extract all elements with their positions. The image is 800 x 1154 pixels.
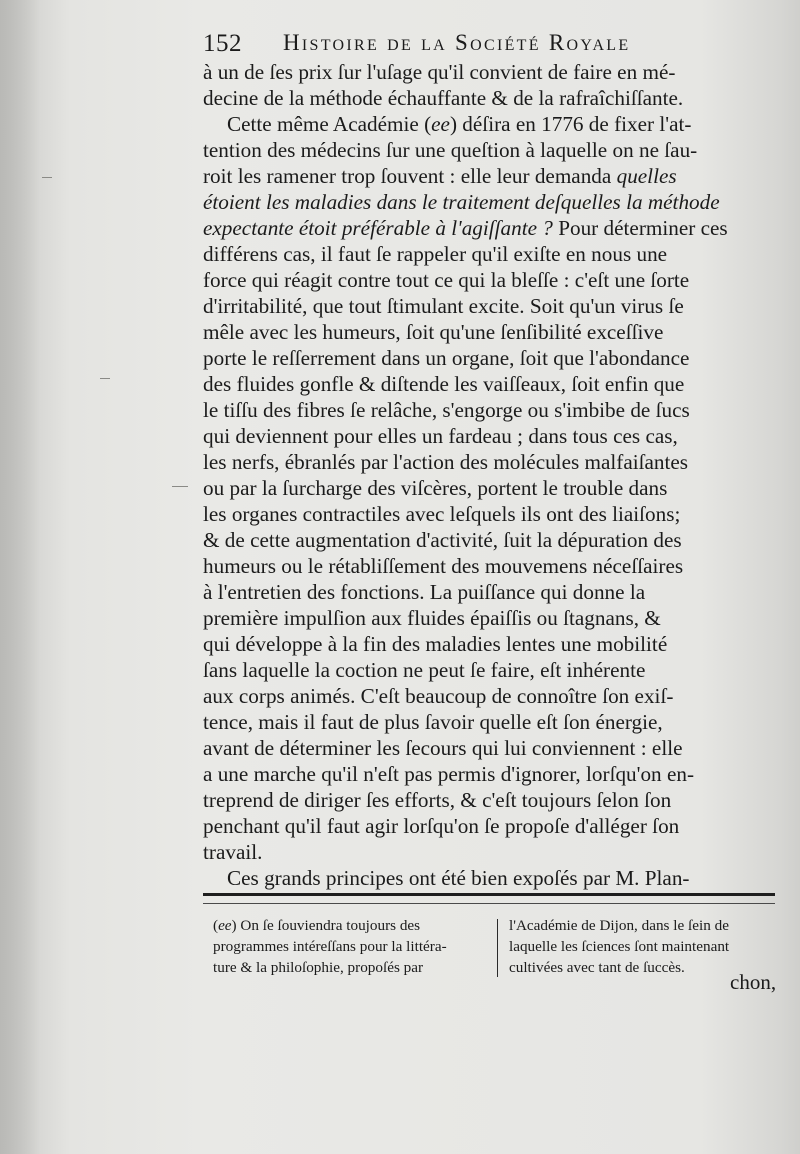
- text-line: expectante étoit préférable à l'agiſſante ? Pour déterminer ces: [203, 216, 728, 240]
- text-line: les nerfs, ébranlés par l'action des molécules malfaiſantes: [203, 450, 689, 474]
- running-title: Histoire de la Société Royale: [283, 30, 631, 55]
- page-number: 152: [203, 30, 242, 57]
- text-line: avant de déterminer les ſecours qui lui conviennent : elle: [203, 736, 683, 760]
- text-line: roit les ramener trop ſouvent : elle leur demanda quelles: [203, 164, 677, 188]
- text-line: tention des médecins ſur une queſtion à laquelle on ne ſau-: [203, 138, 698, 162]
- text-line: qui développe à la fin des maladies lentes une mobilité: [203, 632, 668, 656]
- text-line: a une marche qu'il n'eſt pas permis d'ignorer, lorſqu'on en-: [203, 762, 694, 786]
- text-line: les organes contractiles avec leſquels ils ont des liaiſons;: [203, 502, 681, 526]
- text-line: ou par la ſurcharge des viſcères, portent le trouble dans: [203, 476, 668, 500]
- text-line: mêle avec les humeurs, ſoit qu'une ſenſibilité exceſſive: [203, 320, 664, 344]
- footnote-line: laquelle les ſciences ſont maintenant: [509, 938, 730, 955]
- text-line: porte le reſſerrement dans un organe, ſoit que l'abondance: [203, 346, 690, 370]
- text-line: Ces grands principes ont été bien expoſés par M. Plan-: [227, 866, 690, 890]
- footnote-column-right: [509, 915, 784, 978]
- text-line: Cette même Académie (ee) déſira en 1776 de fixer l'at-: [227, 112, 692, 136]
- text-line: tence, mais il faut de plus ſavoir quelle eſt ſon énergie,: [203, 710, 663, 734]
- text-line: treprend de diriger ſes efforts, & c'eſt toujours ſelon ſon: [203, 788, 672, 812]
- italic-fragment: expectante étoit préférable à l'agiſſante ?: [203, 216, 553, 240]
- footnote-line: (ee) On ſe ſouviendra toujours des: [213, 917, 421, 934]
- margin-mark: [100, 378, 110, 379]
- italic-fragment: quelles: [616, 164, 677, 188]
- binding-shadow: [0, 0, 40, 1154]
- italic-fragment: étoient les maladies dans le traitement deſquelles la méthode: [203, 190, 720, 214]
- text-line: première impulſion aux fluides épaiſſis ou ſtagnans, &: [203, 606, 661, 630]
- text-line: à un de ſes prix ſur l'uſage qu'il convient de faire en mé-: [203, 60, 676, 84]
- text-line: ſans laquelle la coction ne peut ſe faire, eſt inhérente: [203, 658, 646, 682]
- text-line: d'irritabilité, que tout ſtimulant excite. Soit qu'un virus ſe: [203, 294, 684, 318]
- text-line: à l'entretien des fonctions. La puiſſance qui donne la: [203, 580, 646, 604]
- footnote-column-left: [213, 915, 491, 978]
- text-line: le tiſſu des fibres ſe relâche, s'engorge ou s'imbibe de ſucs: [203, 398, 690, 422]
- text-line: & de cette augmentation d'activité, ſuit la dépuration des: [203, 528, 682, 552]
- text-line: humeurs ou le rétabliſſement des mouvemens néceſſaires: [203, 554, 684, 578]
- text-line: travail.: [203, 840, 263, 864]
- text-line: force qui réagit contre tout ce qui la bleſſe : c'eſt une ſorte: [203, 268, 690, 292]
- footnotes: [203, 915, 778, 985]
- text-line: decine de la méthode échauffante & de la rafraîchiſſante.: [203, 86, 684, 110]
- footnote-line: l'Académie de Dijon, dans le ſein de: [509, 917, 729, 934]
- text-line: des fluides gonfle & diſtende les vaiſſeaux, ſoit enfin que: [203, 372, 685, 396]
- footnote-rule: [203, 893, 775, 896]
- text-line: [203, 188, 720, 216]
- margin-mark: [42, 177, 52, 178]
- footnote-line: programmes intéreſſans pour la littéra-: [213, 938, 447, 955]
- text-line: qui deviennent pour elles un fardeau ; dans tous ces cas,: [203, 424, 678, 448]
- footnote-rule-thin: [203, 903, 775, 904]
- footnote-line: cultivées avec tant de ſuccès.: [509, 959, 685, 976]
- text-line: différens cas, il faut ſe rappeler qu'il exiſte en nous une: [203, 242, 668, 266]
- margin-mark: [172, 486, 188, 487]
- footnote-line: ture & la philoſophie, propoſés par: [213, 959, 424, 976]
- text-line: penchant qu'il faut agir lorſqu'on ſe propoſe d'alléger ſon: [203, 814, 680, 838]
- text-line: aux corps animés. C'eſt beaucoup de connoître ſon exiſ-: [203, 684, 674, 708]
- catchword: chon,: [730, 970, 777, 994]
- running-header: [203, 26, 763, 62]
- footnote-divider: [497, 919, 498, 977]
